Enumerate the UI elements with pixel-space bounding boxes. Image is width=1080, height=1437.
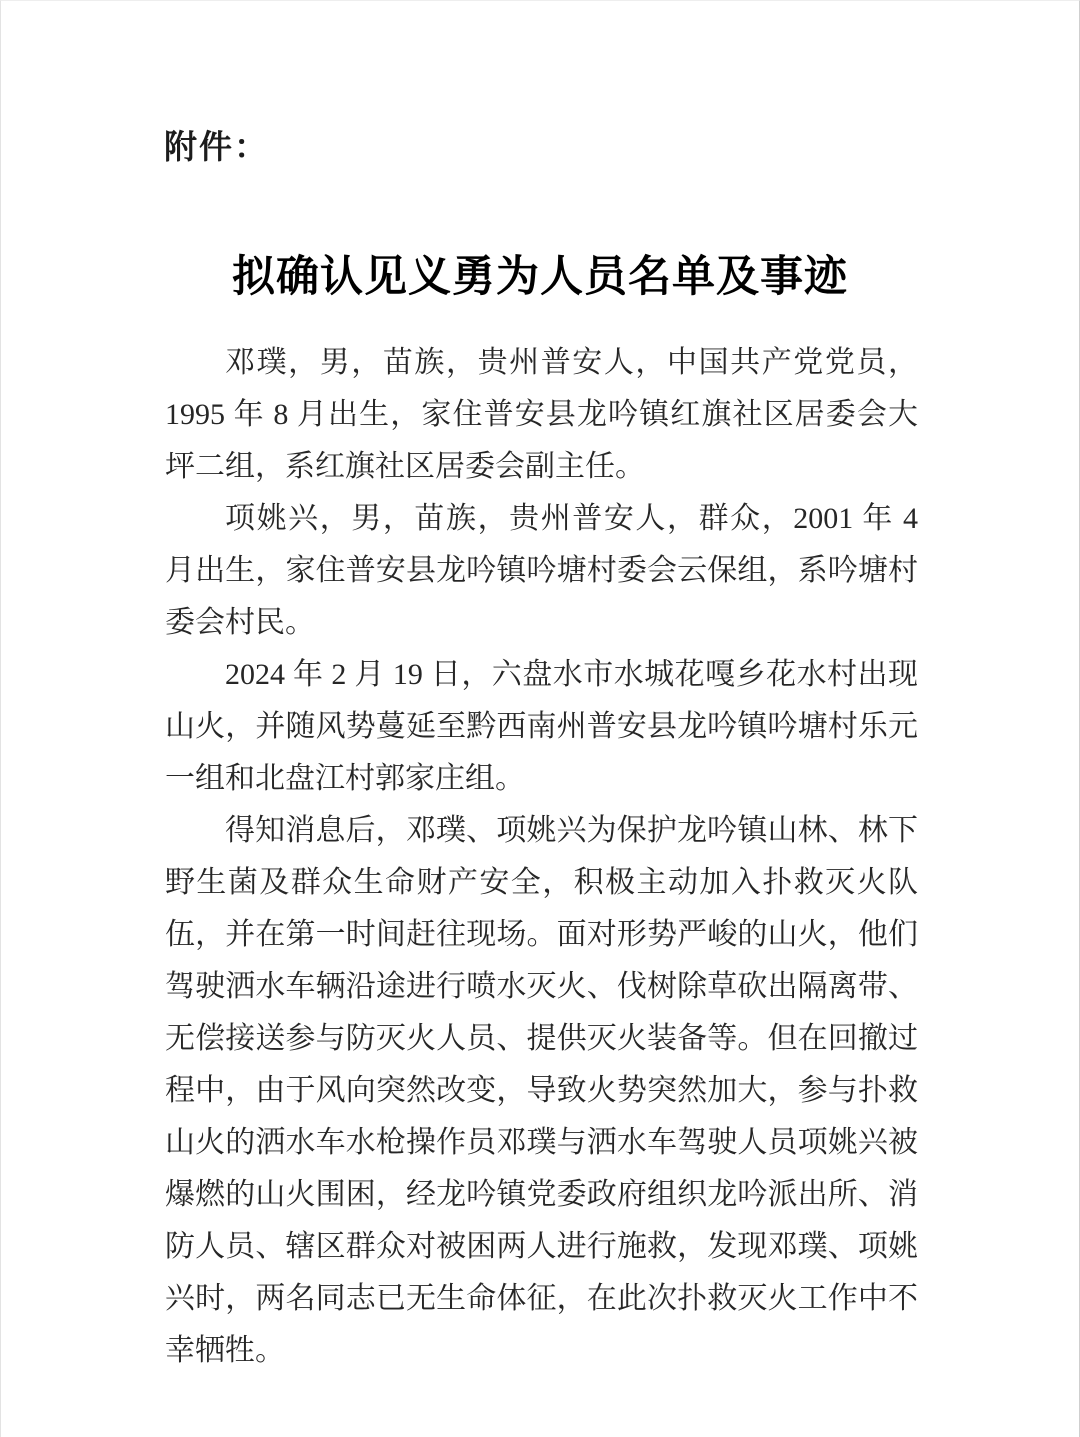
paragraph-fire-outbreak: 2024 年 2 月 19 日，六盘水市水城花嘎乡花水村出现山火，并随风势蔓延至黔西南州普安县龙吟镇吟塘村乐元一组和北盘江村郭家庄组。 — [165, 658, 918, 795]
attachment-label: 附件： — [164, 128, 269, 165]
paragraph-dengpu-profile: 邓璞，男，苗族，贵州普安人，中国共产党党员，1995 年 8 月出生，家住普安县龙吟镇红旗社区居委会大坪二组，系红旗社区居委会副主任。 — [165, 346, 918, 483]
document-title: 拟确认见义勇为人员名单及事迹 — [232, 253, 848, 301]
paragraph-xiangyaoxing-profile: 项姚兴，男，苗族，贵州普安人，群众，2001 年 4 月出生，家住普安县龙吟镇吟塘村委会云保组，系吟塘村委会村民。 — [165, 502, 918, 639]
paragraph-deeds-and-sacrifice: 得知消息后，邓璞、项姚兴为保护龙吟镇山林、林下野生菌及群众生命财产安全，积极主动加入扑救灭火队伍，并在第一时间赶往现场。面对形势严峻的山火，他们驾驶洒水车辆沿途进行喷水灭火、伐树除草砍出隔离带、无偿接送参与防灭火人员、提供灭火装备等。但在回撤过程中，由于风向突然改变，导致火势突然加大，参与扑救山火的洒水车水枪操作员邓璞与洒水车驾驶人员项姚兴被爆燃的山火围困，经龙吟镇党委政府组织龙吟派出所、消防人员、辖区群众对被困两人进行施救，发现邓璞、项姚兴时，两名同志已无生命体征，在此次扑救灭火工作中不幸牺牲。 — [165, 814, 918, 1367]
document-body — [165, 337, 918, 1377]
